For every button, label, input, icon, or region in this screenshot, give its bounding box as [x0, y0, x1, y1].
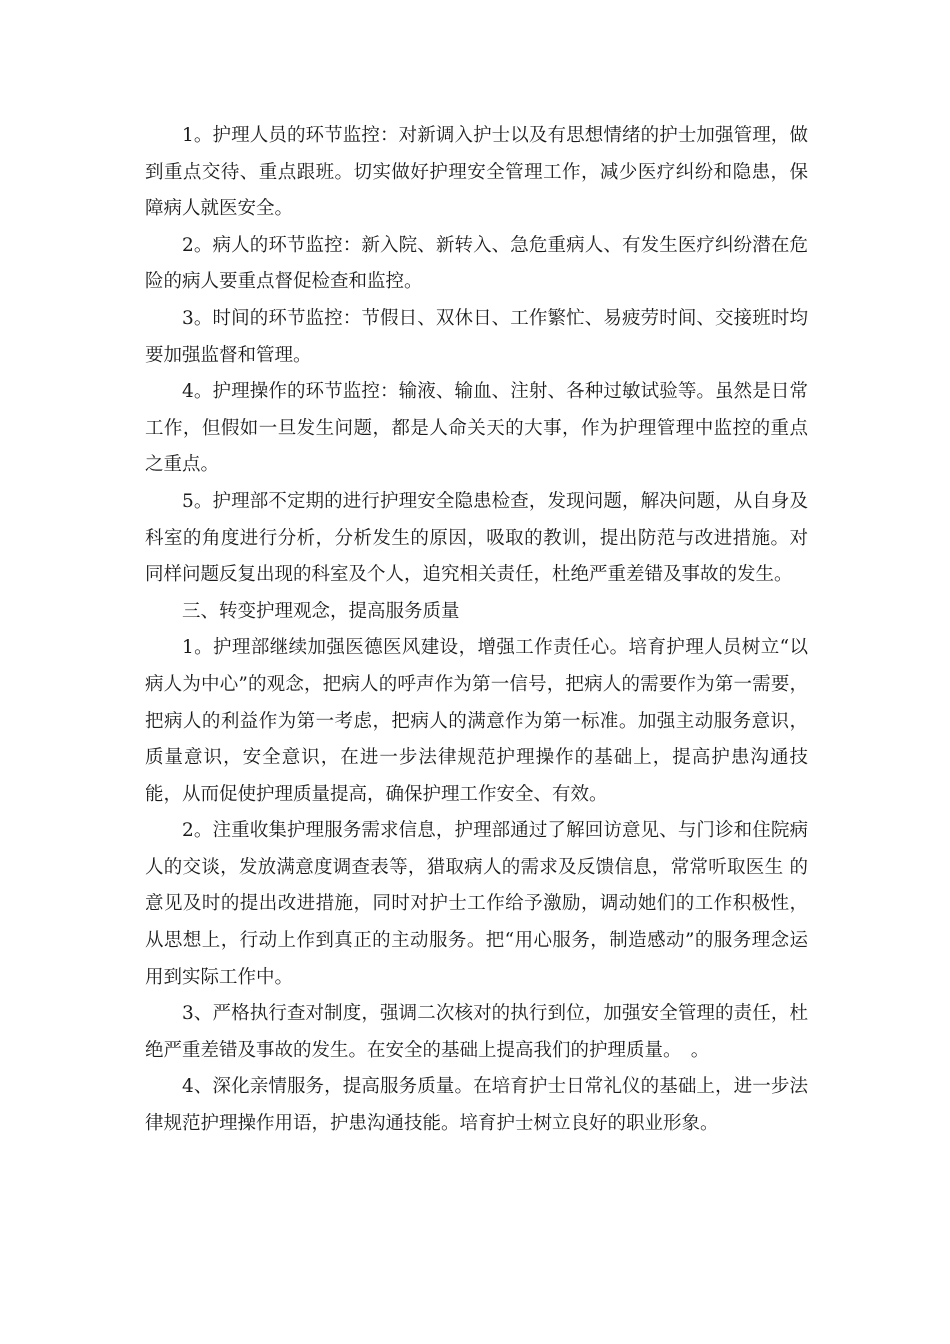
paragraph-feedback-collection: 2。注重收集护理服务需求信息，护理部通过了解回访意见、与门诊和住院病人的交谈，发放满意度调查表等，猎取病人的需求及反馈信息，常常听取医生 的意见及时的提出改进措施，同时对护士工作给予激励，调动她们的工作积极性，从思想上，行动上作到真正的主动服务。把“用心服务，制造感动”的服务理念运用到实际工作中。: [145, 820, 808, 988]
paragraph-patient-monitoring: 2。病人的环节监控：新入院、新转入、急危重病人、有发生医疗纠纷潜在危险的病人要重点督促检查和监控。: [145, 234, 808, 293]
paragraph-nurse-staff-monitoring: 1。护理人员的环节监控：对新调入护士以及有思想情绪的护士加强管理，做到重点交待、重点跟班。切实做好护理安全管理工作，减少医疗纠纷和隐患，保障病人就医安全。: [145, 125, 808, 220]
section-heading: 三、转变护理观念，提高服务质量: [182, 600, 460, 622]
paragraph-check-system: 3、严格执行查对制度，强调二次核对的执行到位，加强安全管理的责任，杜绝严重差错及事故的发生。在安全的基础上提高我们的护理质量。 。: [145, 1003, 808, 1061]
paragraph-time-monitoring: 3。时间的环节监控：节假日、双休日、工作繁忙、易疲劳时间、交接班时均要加强监督和管理。: [145, 307, 808, 366]
paragraph-family-service: 4、深化亲情服务，提高服务质量。在培育护士日常礼仪的基础上，进一步法律规范护理操作用语，护患沟通技能。培育护士树立良好的职业形象。: [145, 1076, 808, 1135]
paragraph-safety-inspection: 5。护理部不定期的进行护理安全隐患检查，发现问题，解决问题，从自身及科室的角度进行分析，分析发生的原因，吸取的教训，提出防范与改进措施。对同样问题反复出现的科室及个人，追究相关责任，杜绝严重差错及事故的发生。: [145, 490, 808, 586]
paragraph-operation-monitoring: 4。护理操作的环节监控：输液、输血、注射、各种过敏试验等。虽然是日常工作，但假如一旦发生问题，都是人命关天的大事，作为护理管理中监控的重点之重点。: [145, 381, 808, 476]
document-body: [145, 118, 808, 1143]
paragraph-ethics-building: 1。护理部继续加强医德医风建设，增强工作责任心。培育护理人员树立“以病人为中心”的观念，把病人的呼声作为第一信号，把病人的需要作为第一需要，把病人的利益作为第一考虑，把病人的满意作为第一标准。加强主动服务意识，质量意识，安全意识，在进一步法律规范护理操作的基础上，提高护患沟通技能，从而促使护理质量提高，确保护理工作安全、有效。: [145, 637, 808, 805]
